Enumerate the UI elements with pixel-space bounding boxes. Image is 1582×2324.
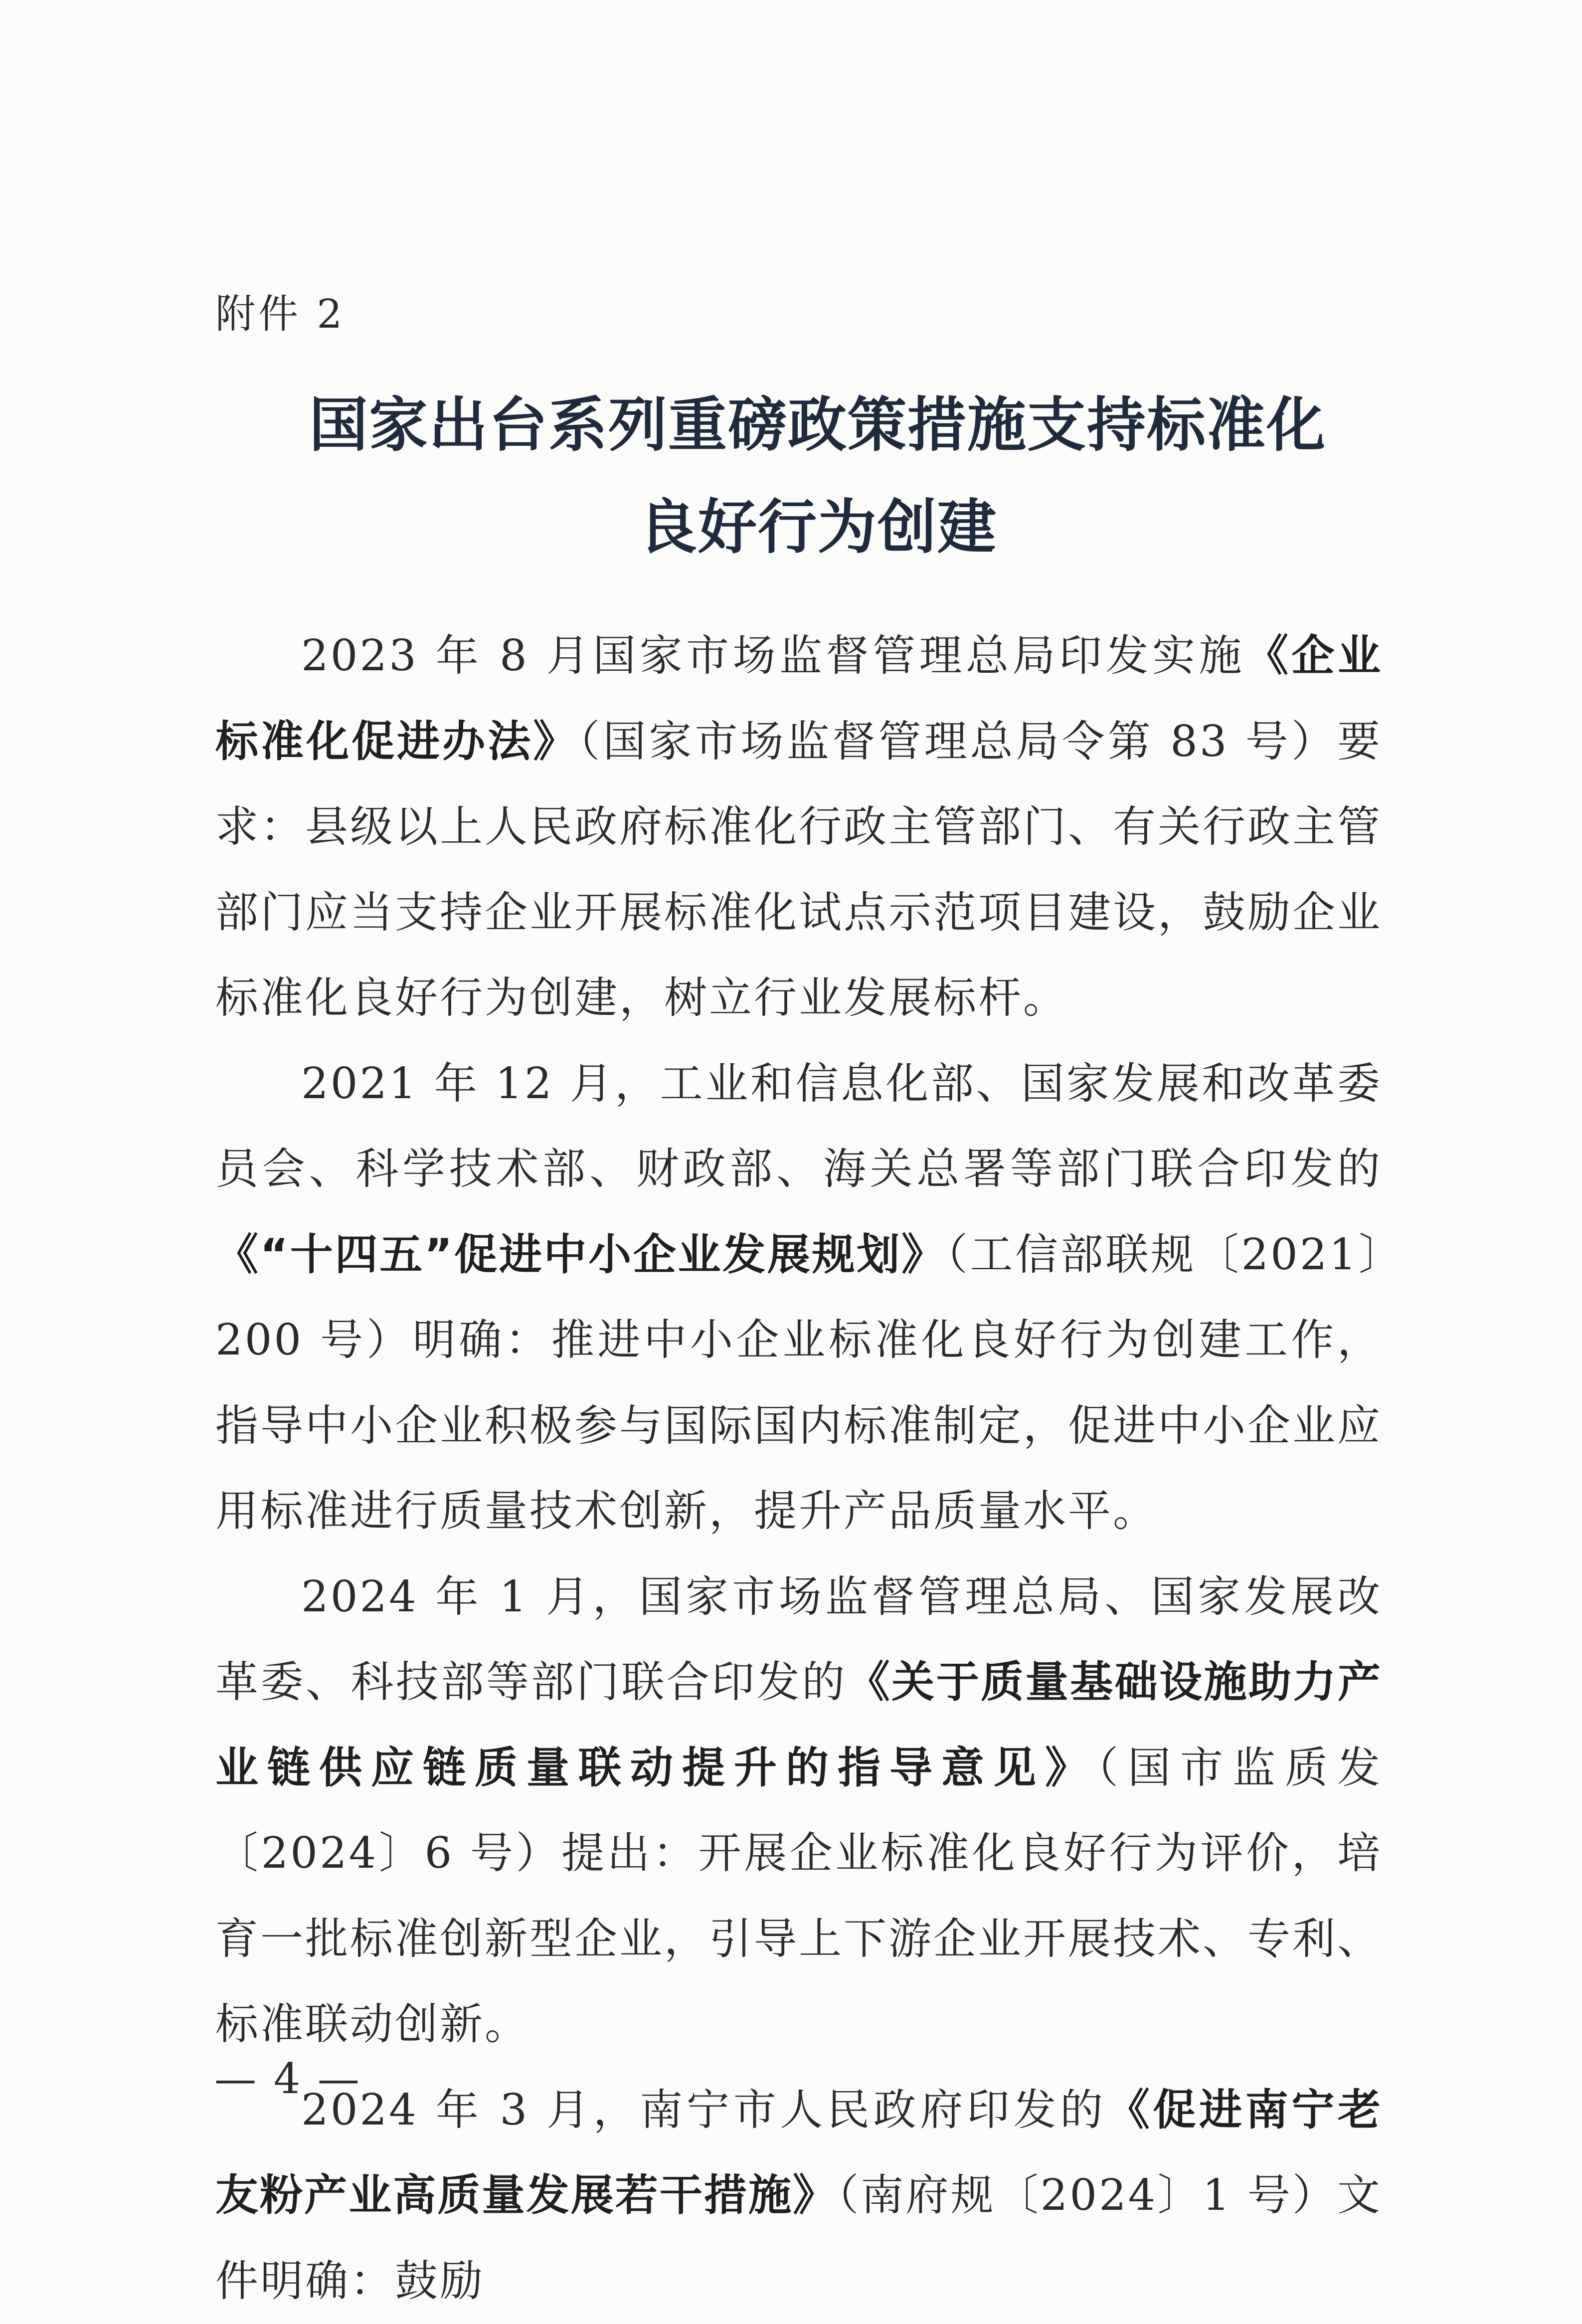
attachment-label: 附件 2 xyxy=(215,284,345,344)
paragraph-sme-plan xyxy=(215,1041,1382,1554)
paragraph-quality-infrastructure xyxy=(215,1554,1382,2068)
document-title-line-2: 良好行为创建 xyxy=(189,492,1446,562)
paragraph-text: （国家市场监督管理总局令第 83 号）要求：县级以上人民政府标准化行政主管部门、有关行政主管部门应当支持企业开展标准化试点示范项目建设，鼓励企业标准化良好行为创建，树立行业发展标杆。 xyxy=(215,717,1382,1023)
policy-name: 《关于质量基础设施助力产业链供应链质量联动提升的指导意见》 xyxy=(215,1657,1382,1793)
policy-name: 《企业标准化促进办法》 xyxy=(215,631,1382,767)
paragraph-enterprise-standardization xyxy=(215,613,1382,1041)
paragraph-text: 2023 年 8 月国家市场监督管理总局印发实施 xyxy=(301,631,1245,681)
paragraph-text: 2024 年 3 月，南宁市人民政府印发的 xyxy=(301,2085,1107,2135)
paragraph-text: （工信部联规〔2021〕200 号）明确：推进中小企业标准化良好行为创建工作，指导中小企业积极参与国际国内标准制定，促进中小企业应用标准进行质量技术创新，提升产品质量水平。 xyxy=(215,1230,1382,1537)
document-body xyxy=(215,613,1382,2324)
policy-name: 《促进南宁老友粉产业高质量发展若干措施》 xyxy=(215,2085,1382,2221)
document-title-line-1: 国家出台系列重磅政策措施支持标准化 xyxy=(189,390,1446,460)
paragraph-text: （国市监质发〔2024〕6 号）提出：开展企业标准化良好行为评价，培育一批标准创新型企业，引导上下游企业开展技术、专利、标准联动创新。 xyxy=(215,1743,1382,2050)
paragraph-nanning-laoyou-noodle xyxy=(215,2068,1382,2324)
page-number: — 4 — xyxy=(214,2049,361,2109)
policy-name: 《“十四五”促进中小企业发展规划》 xyxy=(215,1230,946,1280)
paragraph-text: 2024 年 1 月，国家市场监督管理总局、国家发展改革委、科技部等部门联合印发的 xyxy=(215,1572,1382,1708)
paragraph-text: 2021 年 12 月，工业和信息化部、国家发展和改革委员会、科学技术部、财政部、海关总署等部门联合印发的 xyxy=(215,1059,1382,1194)
paragraph-text: （南府规〔2024〕1 号）文件明确：鼓励 xyxy=(215,2170,1382,2306)
